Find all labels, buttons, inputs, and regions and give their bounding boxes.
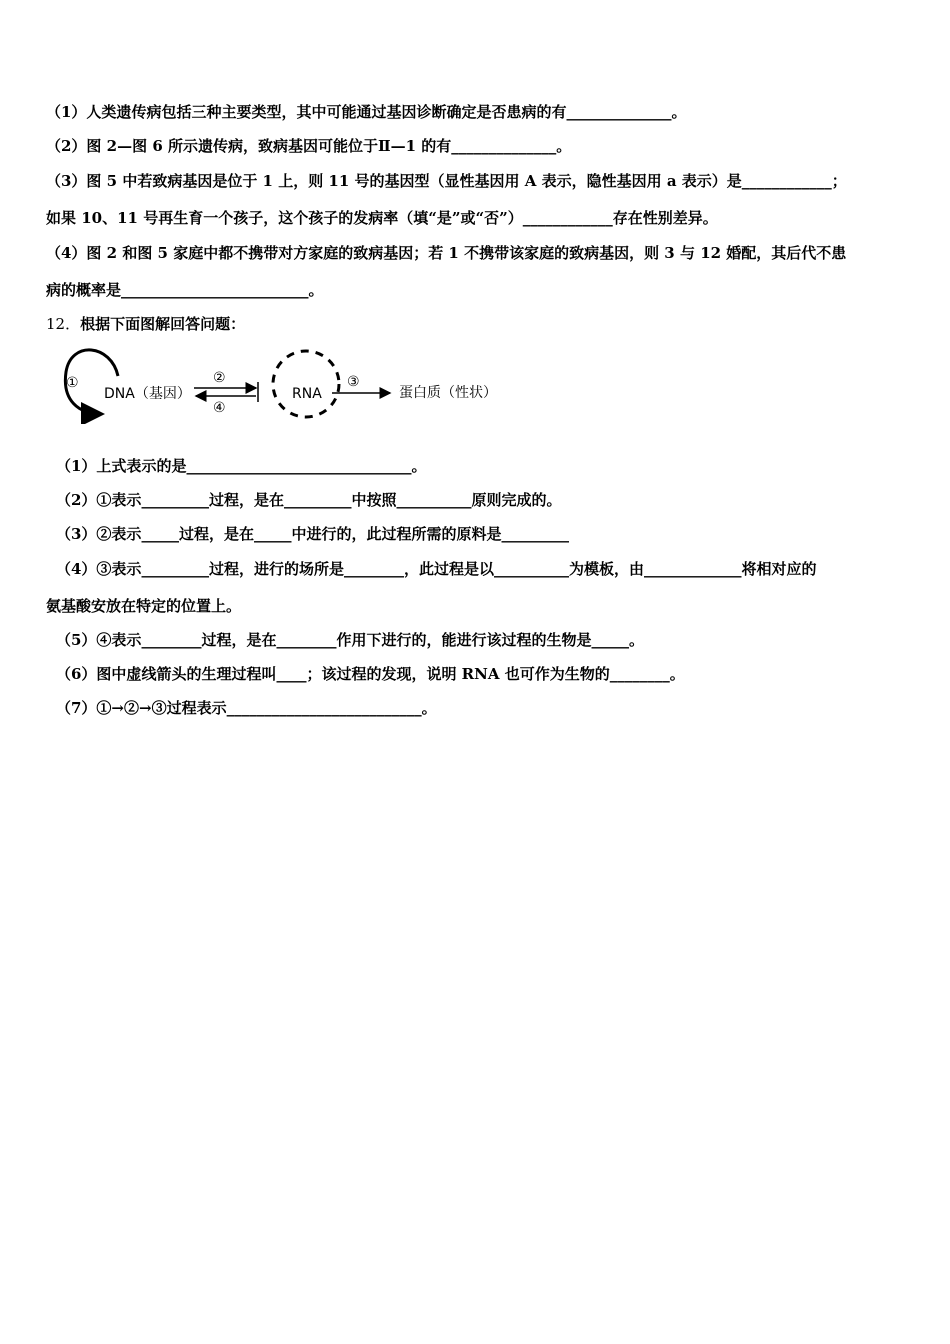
q12-stem: 根据下面图解回答问题： bbox=[80, 315, 246, 333]
q12-number: 12． bbox=[46, 315, 81, 333]
step1-marker: ① bbox=[66, 375, 79, 391]
q12-part4-line1: （4）③表示_________过程，进行的场所是________，此过程是以__________为模板，由_____________将相对应的 bbox=[56, 560, 817, 578]
q12-part2: （2）①表示_________过程，是在_________中按照__________原则完成的。 bbox=[56, 491, 562, 509]
rna-label: RNA bbox=[292, 386, 322, 402]
rna-replication-dashed-circle bbox=[273, 351, 339, 417]
q11-part4-line1: （4）图 2 和图 5 家庭中都不携带对方家庭的致病基因；若 1 不携带该家庭的致病基因，则 3 与 12 婚配，其后代不患 bbox=[46, 244, 847, 262]
q12-header bbox=[46, 314, 906, 334]
central-dogma-diagram bbox=[56, 342, 516, 424]
protein-label: 蛋白质（性状） bbox=[399, 385, 497, 401]
q11-part2: （2）图 2—图 6 所示遗传病，致病基因可能位于Ⅱ—1 的有______________。 bbox=[46, 137, 572, 155]
q12-part1: （1）上式表示的是______________________________。 bbox=[56, 457, 427, 475]
step4-marker: ④ bbox=[213, 400, 226, 416]
step2-marker: ② bbox=[213, 370, 226, 386]
q11-part3-line2: 如果 10、11 号再生育一个孩子，这个孩子的发病率（填“是”或“否”）____________存在性别差异。 bbox=[46, 209, 718, 227]
q12-part5: （5）④表示________过程，是在________作用下进行的，能进行该过程的生物是_____。 bbox=[56, 631, 644, 649]
q12-part7: （7）①→②→③过程表示__________________________。 bbox=[56, 699, 437, 717]
q12-part4-line2: 氨基酸安放在特定的位置上。 bbox=[46, 597, 242, 615]
dna-label: DNA（基因） bbox=[104, 386, 191, 402]
q11-part1: （1）人类遗传病包括三种主要类型，其中可能通过基因诊断确定是否患病的有______________。 bbox=[46, 103, 687, 121]
q12-part6: （6）图中虚线箭头的生理过程叫____；该过程的发现，说明 RNA 也可作为生物的________。 bbox=[56, 665, 685, 683]
q11-part4-line2: 病的概率是_________________________。 bbox=[46, 281, 324, 299]
q12-part3: （3）②表示_____过程，是在_____中进行的，此过程所需的原料是_________ bbox=[56, 525, 569, 543]
q11-part3-line1: （3）图 5 中若致病基因是位于 1 上，则 11 号的基因型（显性基因用 A 表示，隐性基因用 a 表示）是____________； bbox=[46, 172, 847, 190]
step3-marker: ③ bbox=[347, 374, 360, 390]
